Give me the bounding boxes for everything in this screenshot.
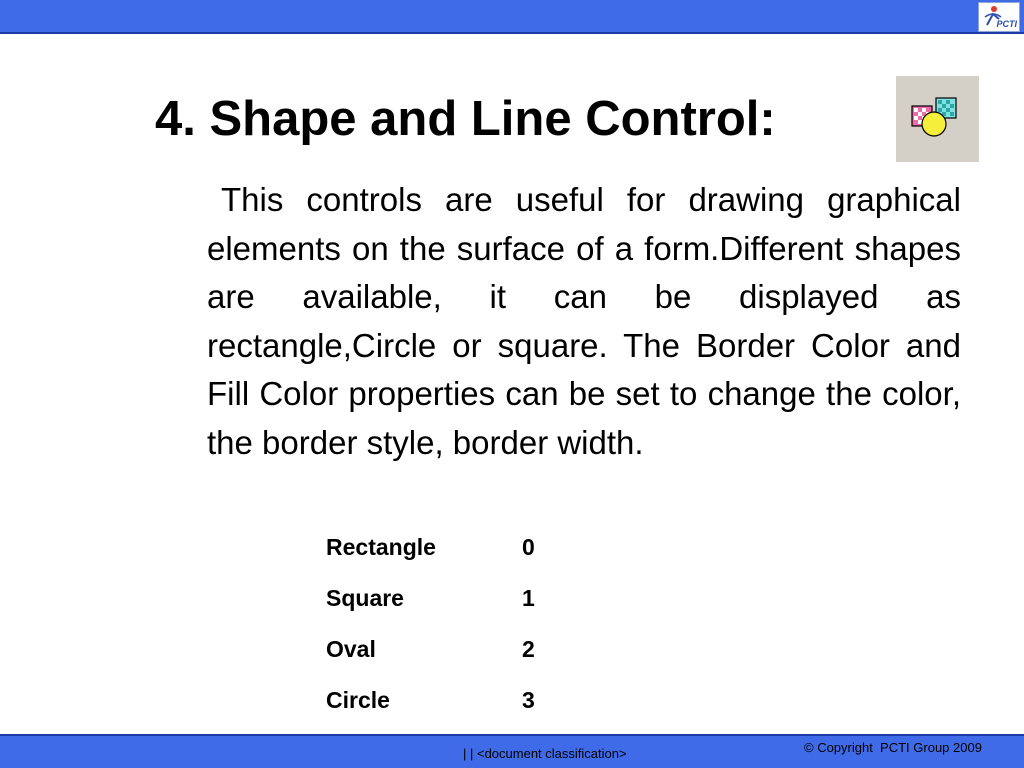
shape-value: 1: [522, 585, 535, 611]
shape-value: 0: [522, 534, 535, 560]
slide-title: 4. Shape and Line Control:: [155, 92, 776, 146]
shape-value: 2: [522, 636, 535, 662]
company-logo: [978, 2, 1020, 32]
table-row: [326, 522, 535, 573]
table-row: [326, 624, 535, 675]
shape-name: Rectangle: [326, 534, 436, 560]
logo-text: PCTI: [996, 19, 1017, 29]
table-row: [326, 675, 535, 726]
shape-name: Oval: [326, 636, 376, 662]
shape-name: Square: [326, 585, 404, 611]
footer-bar: [0, 734, 1024, 768]
header-bar: [0, 0, 1024, 34]
shape-control-icon: [896, 76, 979, 162]
document-classification: | | <document classification>: [463, 746, 627, 761]
copyright-text: © Copyright PCTI Group 2009: [804, 740, 982, 755]
table-row: [326, 573, 535, 624]
shape-values-table: [326, 522, 535, 726]
shape-value: 3: [522, 687, 535, 713]
shape-name: Circle: [326, 687, 390, 713]
slide-body-text: This controls are useful for drawing graphical elements on the surface of a form.Different shapes are available, it can be displayed as rectangle,Circle or square. The Border Color and Fill Color properties can be set to change the color, the border style, border width.: [207, 181, 961, 461]
